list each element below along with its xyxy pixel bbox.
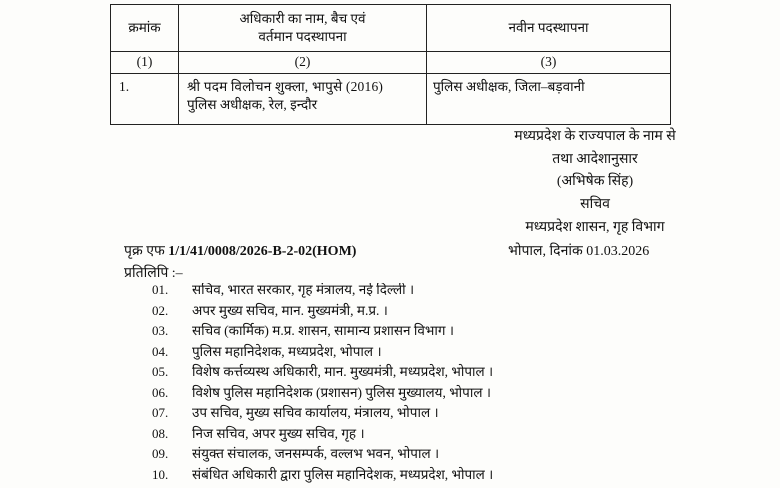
list-item-index: 04.	[152, 345, 192, 358]
copy-list	[152, 283, 772, 488]
list-item-text: विशेष पुलिस महानिदेशक (प्रशासन) पुलिस मुख्यालय, भोपाल ।	[192, 386, 772, 400]
header-cell-officer	[179, 5, 427, 52]
column-number-2: (2)	[179, 52, 427, 73]
row-serial: 1.	[111, 73, 179, 124]
signature-name: (अभिषेक सिंह)	[430, 171, 760, 194]
list-item-text: पुलिस महानिदेशक, मध्यप्रदेश, भोपाल ।	[192, 345, 772, 359]
signature-block	[430, 126, 760, 239]
header-officer-line1: अधिकारी का नाम, बैच एवं	[183, 10, 422, 28]
list-item-index: 08.	[152, 427, 192, 440]
list-item-text: सचिव (कार्मिक) म.प्र. शासन, सामान्य प्रशासन विभाग ।	[192, 324, 772, 338]
list-item-index: 10.	[152, 468, 192, 481]
reference-line	[124, 241, 744, 260]
list-item-index: 09.	[152, 447, 192, 460]
copy-label: प्रतिलिपि :–	[124, 263, 183, 282]
column-number-3: (3)	[427, 52, 671, 73]
row-officer-line2: पुलिस अधीक्षक, रेल, इन्दौर	[187, 96, 422, 114]
signature-line-2: तथा आदेशानुसार	[430, 149, 760, 172]
list-item-text: संबंधित अधिकारी द्वारा पुलिस महानिदेशक, मध्यप्रदेश, भोपाल ।	[192, 468, 772, 482]
row-officer	[179, 73, 427, 124]
header-officer-line2: वर्तमान पदस्थापना	[183, 28, 422, 46]
table-row	[111, 73, 671, 124]
order-table-container	[110, 4, 670, 125]
row-new-posting: पुलिस अधीक्षक, जिला–बड़वानी	[427, 73, 671, 124]
list-item	[152, 324, 772, 345]
list-item-text: निज सचिव, अपर मुख्य सचिव, गृह ।	[192, 427, 772, 441]
table-column-number-row	[111, 52, 671, 73]
header-serial-text: क्रमांक	[115, 19, 174, 37]
signature-designation: सचिव	[430, 194, 760, 217]
list-item-text: विशेष कर्त्तव्यस्थ अधिकारी, मान. मुख्यमंत्री, मध्यप्रदेश, भोपाल ।	[192, 365, 772, 379]
list-item-text: अपर मुख्य सचिव, मान. मुख्यमंत्री, म.प्र. ।	[192, 304, 772, 318]
list-item-index: 03.	[152, 324, 192, 337]
list-item-index: 07.	[152, 406, 192, 419]
reference-prefix: पृक्र एफ	[124, 244, 165, 259]
list-item	[152, 427, 772, 448]
list-item	[152, 406, 772, 427]
list-item-index: 02.	[152, 304, 192, 317]
row-officer-line1: श्री पदम विलोचन शुक्ला, भापुसे (2016)	[187, 78, 422, 96]
list-item	[152, 468, 772, 488]
list-item-index: 01.	[152, 283, 192, 296]
list-item	[152, 304, 772, 325]
header-cell-serial	[111, 5, 179, 52]
table-header-row	[111, 5, 671, 52]
reference-left	[124, 241, 356, 260]
list-item-text: सचिव, भारत सरकार, गृह मंत्रालय, नई दिल्ली ।	[192, 283, 772, 297]
header-new-posting-text: नवीन पदस्थापना	[431, 19, 666, 37]
column-number-1: (1)	[111, 52, 179, 73]
order-table	[110, 4, 671, 125]
list-item	[152, 365, 772, 386]
signature-department: मध्यप्रदेश शासन, गृह विभाग	[430, 217, 760, 240]
list-item-text: उप सचिव, मुख्य सचिव कार्यालय, मंत्रालय, भोपाल ।	[192, 406, 772, 420]
list-item	[152, 447, 772, 468]
reference-code: 1/1/41/0008/2026-B-2-02(HOM)	[168, 244, 356, 259]
list-item-text: संयुक्त संचालक, जनसम्पर्क, वल्लभ भवन, भोपाल ।	[192, 447, 772, 461]
list-item	[152, 345, 772, 366]
header-cell-new-posting	[427, 5, 671, 52]
reference-place-date: भोपाल, दिनांक 01.03.2026	[508, 241, 649, 260]
list-item-index: 06.	[152, 386, 192, 399]
list-item	[152, 386, 772, 407]
signature-line-1: मध्यप्रदेश के राज्यपाल के नाम से	[430, 126, 760, 149]
list-item-index: 05.	[152, 365, 192, 378]
list-item	[152, 283, 772, 304]
